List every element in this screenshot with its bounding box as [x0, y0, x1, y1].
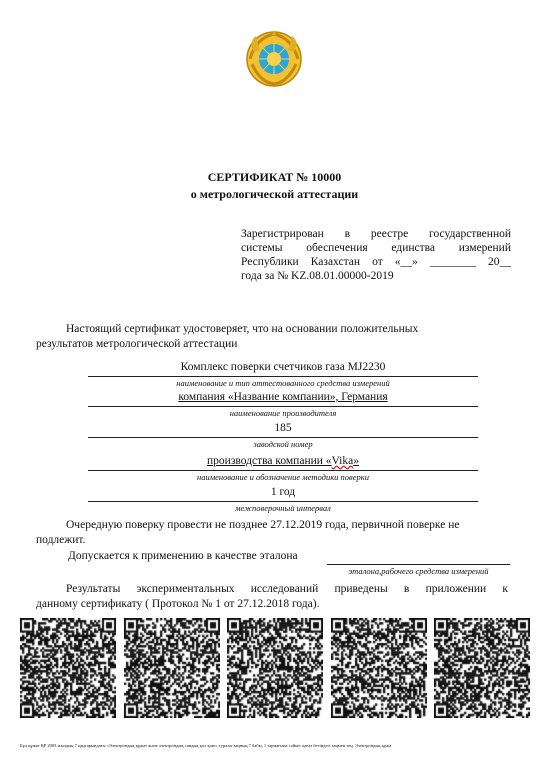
legal-footer-text: Бұл құжат ҚР 2003 жылдың 7 қаңтарындағы «Электрондық құжат және электрондық сандық қол қою» туралы заңның 7 бабы, 1 тармағына сәйкес қағаз бетіндегі заңмен тең. Электрондық құжа	[20, 743, 392, 748]
qr-code-1-icon	[20, 618, 116, 718]
manufacturer-name	[88, 391, 478, 403]
divider	[88, 501, 478, 502]
next-check-line-2: подлежит.	[36, 534, 86, 546]
qr-code-4-icon	[331, 618, 427, 718]
manufacturer-name-text: компания «Название компании», Германия	[178, 391, 388, 403]
allowed-caption: эталона,рабочего средства измерений	[348, 566, 489, 576]
method-text-post: »	[353, 455, 359, 467]
certificate-title: СЕРТИФИКАТ № 10000	[207, 170, 342, 184]
verification-method-caption: наименование и обозначение методики поверки	[196, 472, 369, 482]
qr-code-row	[20, 618, 530, 720]
calibration-interval: 1 год	[270, 486, 296, 498]
serial-number: 185	[274, 422, 292, 434]
method-text-pre: производства компании «	[207, 455, 332, 467]
serial-number-caption: заводской номер	[253, 439, 313, 449]
instrument-name: Комплекс поверки счетчиков газа MJ2230	[180, 361, 386, 373]
results-line-2: данному сертификату ( Протокол № 1 от 27.12.2018 года).	[36, 598, 320, 610]
results-line-1: Результаты экспериментальных исследований приведены в приложении к	[66, 583, 508, 595]
divider	[88, 470, 478, 471]
instrument-name-caption: наименование и тип аттестованного средства измерений	[176, 378, 390, 388]
manufacturer-caption: наименование производителя	[229, 408, 337, 418]
registration-line-4: года за № KZ.08.01.00000-2019	[241, 270, 394, 282]
allowed-text: Допускается к применению в качестве эталона	[68, 550, 298, 562]
divider	[88, 406, 478, 407]
qr-code-3-icon	[227, 618, 323, 718]
divider	[88, 376, 478, 377]
verification-method	[88, 455, 478, 467]
method-text-spellcheck: Vika	[331, 455, 354, 467]
next-check-line-1: Очередную поверку провести не позднее 27.12.2019 года, первичной поверке не	[66, 519, 460, 531]
divider	[88, 437, 478, 438]
qr-code-5-icon	[434, 618, 530, 718]
calibration-interval-caption: межповерочный интервал	[235, 503, 331, 513]
registration-line-3: Республики Казахстан от «__» ________ 20__	[241, 256, 511, 268]
certificate-subtitle: о метрологической аттестации	[190, 187, 359, 201]
divider	[327, 564, 510, 565]
registration-line-1: Зарегистрирован в реестре государственной	[241, 228, 511, 240]
intro-line-2: результатов метрологической аттестации	[36, 338, 238, 350]
state-emblem-icon	[246, 30, 302, 88]
registration-block	[241, 227, 511, 283]
registration-line-2: системы обеспечения единства измерений	[241, 242, 511, 254]
qr-code-2-icon	[124, 618, 220, 718]
intro-line-1: Настоящий сертификат удостоверяет, что на основании положительных	[66, 323, 419, 335]
